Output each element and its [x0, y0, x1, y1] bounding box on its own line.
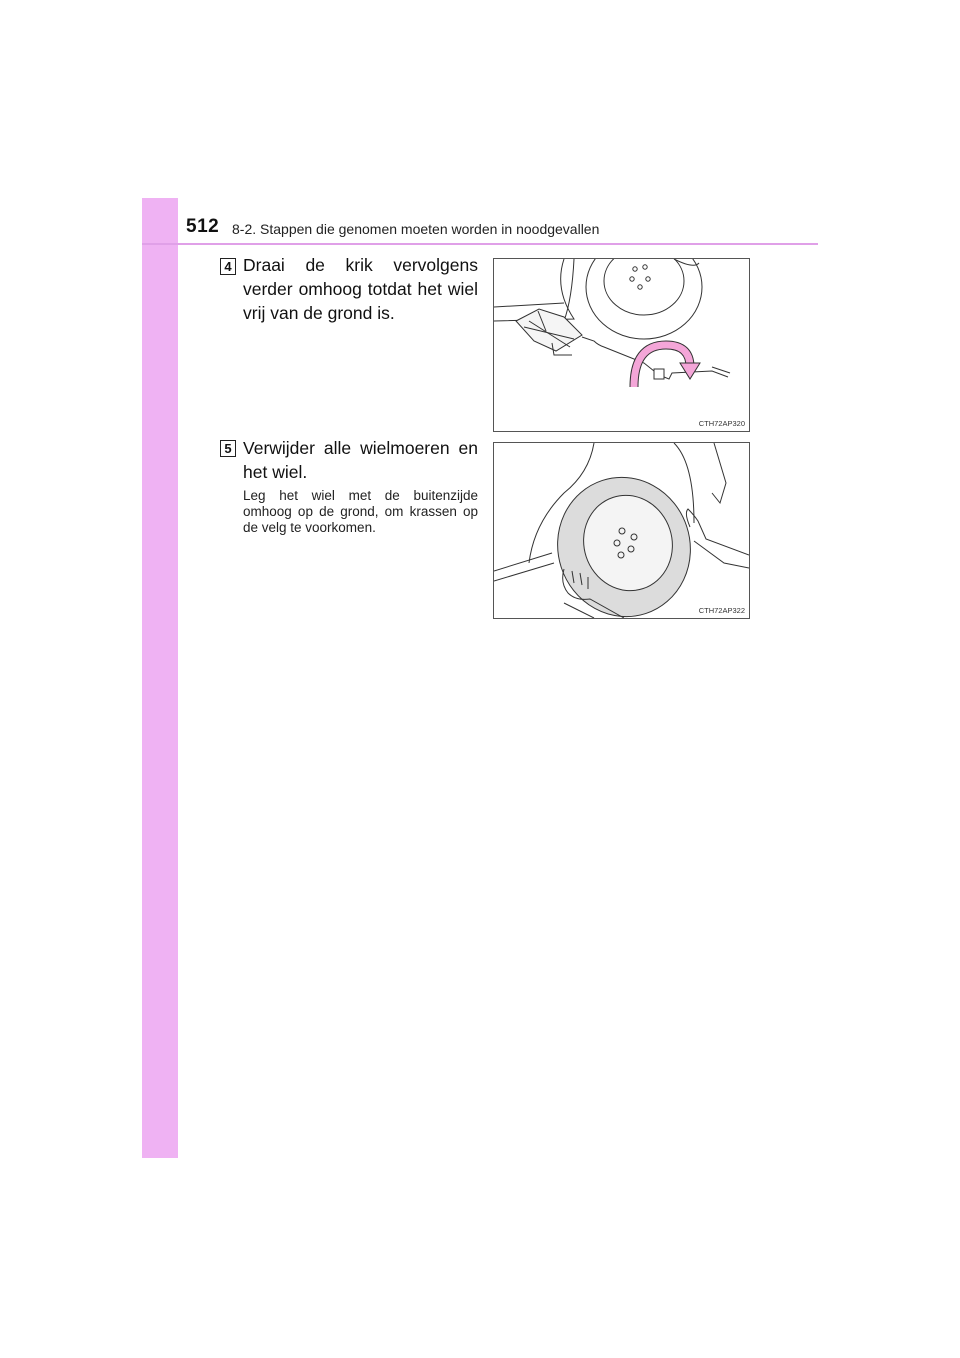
- step-number-badge: 5: [220, 440, 236, 457]
- page-number: 512: [186, 216, 220, 237]
- wheel-removal-drawing: [494, 443, 749, 618]
- jack-raise-drawing: [494, 259, 749, 431]
- figure-code: CTH72AP320: [698, 419, 745, 428]
- jack-raise-illustration: [493, 258, 750, 432]
- wheel-removal-illustration: [493, 442, 750, 619]
- step-number-badge: 4: [220, 258, 236, 275]
- side-tab-band: [142, 198, 178, 1158]
- step-instruction: Verwijder alle wielmoeren en het wiel.: [243, 438, 478, 482]
- header-divider: [142, 243, 818, 245]
- step-note: Leg het wiel met de buitenzijde omhoog op de grond, om krassen op de velg te voorkomen.: [243, 488, 478, 535]
- step-instruction: Draai de krik vervolgens verder omhoog totdat het wiel vrij van de grond is.: [243, 255, 478, 323]
- figure-code: CTH72AP322: [698, 606, 745, 615]
- section-title: 8-2. Stappen die genomen moeten worden in noodgevallen: [232, 221, 600, 237]
